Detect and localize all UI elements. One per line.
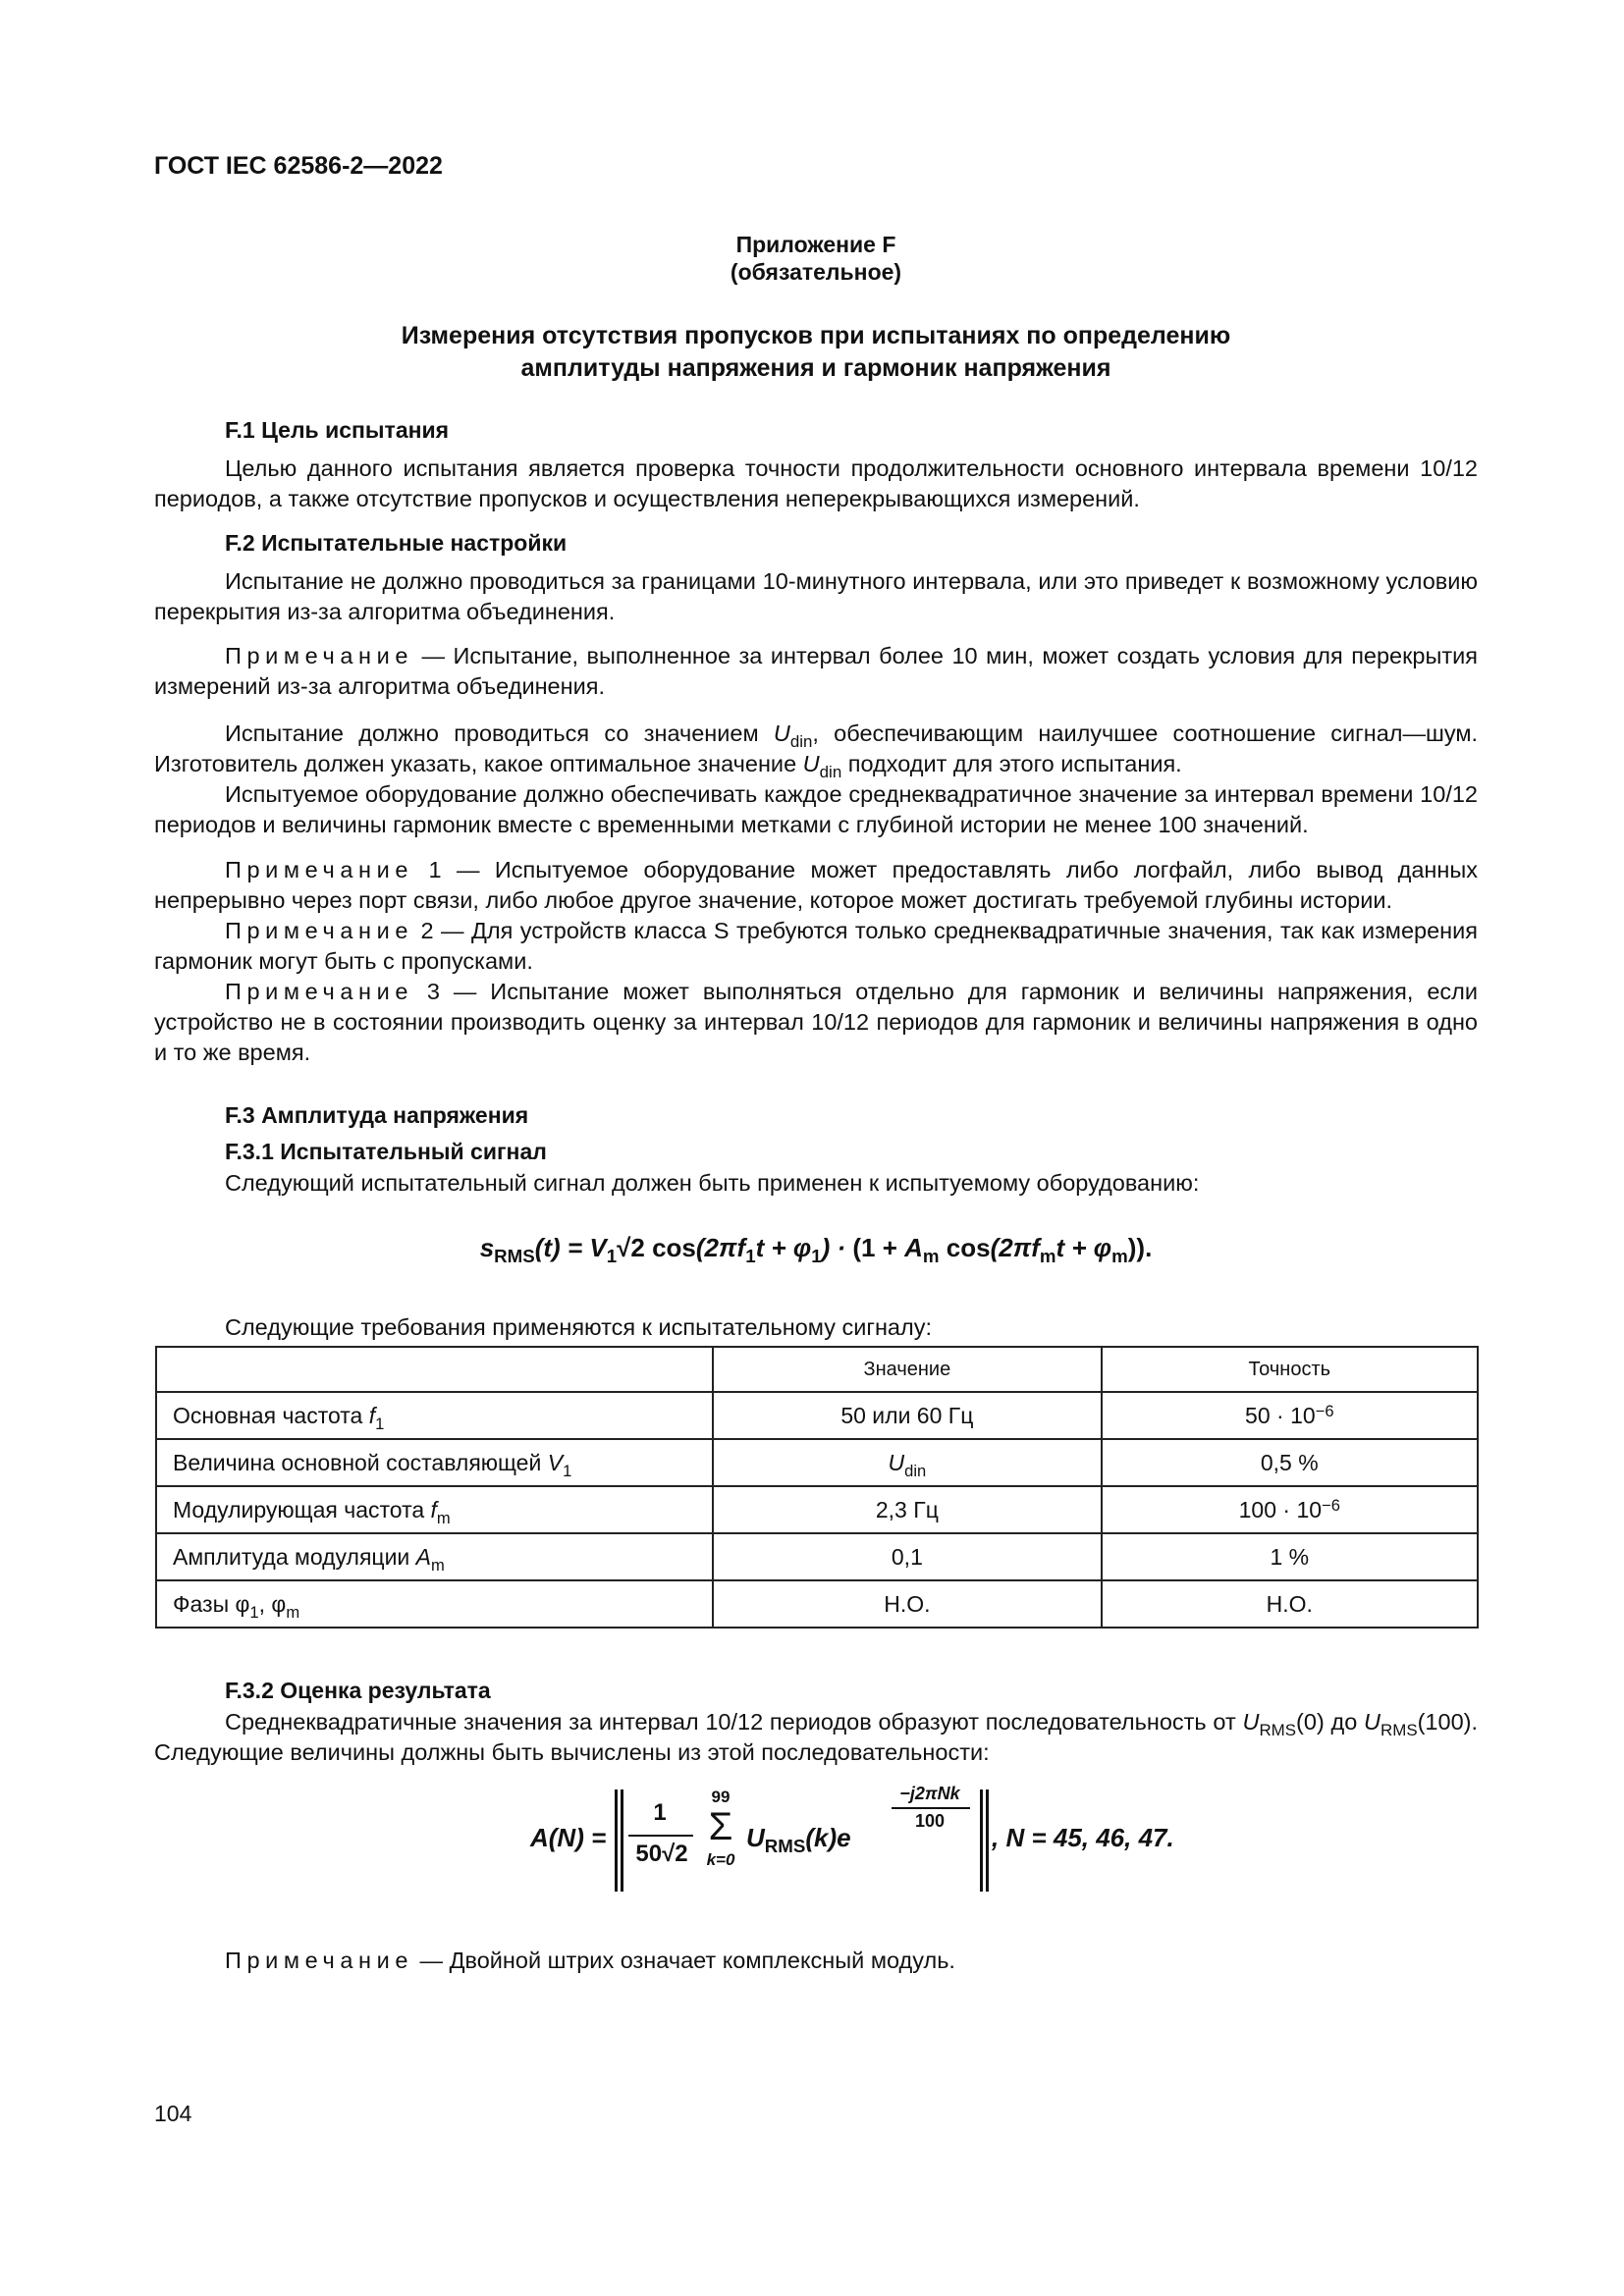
f1-arg2b: t + φ (1056, 1233, 1112, 1262)
table-header-value: Значение (713, 1347, 1101, 1392)
f1-v: V (589, 1233, 607, 1262)
table-header-row (156, 1347, 1478, 1392)
section-f2-paragraph-3: Испытуемое оборудование должно обеспечивать каждое среднеквадратичное значение за интервал времени 10/12 периодов и величины гармоник вместе с временными метками с глубиной истории не менее 100 значений. (154, 781, 1478, 837)
f1-arg2: (2πf (990, 1233, 1040, 1262)
symbol-din: din (819, 763, 842, 781)
table-cell-accuracy: Н.О. (1102, 1580, 1478, 1628)
note-text: 1 — Испытуемое оборудование может предоставлять либо логфайл, либо вывод данных непрерывно через порт связи, либо любое другое значение, которое может достигать требуемой глубины истории. (154, 857, 1478, 913)
appendix-status: (обязательное) (730, 259, 902, 285)
f2-sum-bottom: k=0 (706, 1850, 735, 1869)
table-cell-accuracy: 0,5 % (1102, 1439, 1478, 1486)
f2-exp-num: −j2πNk (899, 1784, 960, 1803)
requirements-table (155, 1346, 1479, 1629)
f2-tail: , N = 45, 46, 47. (992, 1823, 1174, 1852)
table-row (156, 1533, 1478, 1580)
param-text: , φ (258, 1590, 287, 1617)
f1-a: A (904, 1233, 923, 1262)
table-header-empty (156, 1347, 713, 1392)
param-subscript: 1 (249, 1602, 259, 1622)
document-code: ГОСТ IEC 62586-2—2022 (154, 152, 443, 180)
f2-term-sub: RMS (764, 1836, 806, 1856)
f2-num: 1 (653, 1799, 667, 1826)
section-f32-note (154, 1946, 1478, 1976)
f2-term (746, 1823, 851, 1856)
f2-den: 50√2 (635, 1841, 688, 1867)
f1-arg1c: ) (821, 1233, 831, 1262)
value-symbol: U (888, 1449, 905, 1475)
symbol-din: din (789, 732, 813, 751)
param-symbol: f (430, 1496, 437, 1522)
acc-base: 100 · 10 (1238, 1496, 1323, 1522)
symbol-u: U (1242, 1709, 1260, 1735)
f1-rms: RMS (494, 1246, 535, 1266)
f2-norm-bar (986, 1789, 989, 1892)
f2-lhs: A(N) = (530, 1823, 607, 1852)
symbol-rms: RMS (1380, 1721, 1418, 1739)
param-text: Модулирующая частота (173, 1496, 431, 1522)
f1-subm2: m (1039, 1246, 1056, 1266)
note-text: 2 — Для устройств класса S требуются только среднеквадратичные значения, так как измерения гармоник могут быть с пропусками. (154, 918, 1478, 974)
formula-test-signal (154, 1233, 1478, 1266)
symbol-u: U (773, 721, 790, 746)
table-cell-value: Н.О. (713, 1580, 1101, 1628)
f1-cos2: cos (939, 1233, 991, 1262)
f1-s: s (479, 1233, 495, 1262)
section-f2-note-2 (154, 916, 1478, 977)
note-label: Примечание (225, 1948, 414, 1973)
note-text: — Двойной штрих означает комплексный модуль. (413, 1948, 955, 1973)
f1-subm: m (922, 1246, 940, 1266)
param-subscript: 1 (375, 1414, 385, 1433)
section-f2-paragraph-1: Испытание не должно проводиться за границами 10-минутного интервала, или это приведет к возможному условию перекрытия из-за алгоритма объединения. (154, 568, 1478, 624)
param-symbol: A (415, 1543, 431, 1570)
table-cell-param (156, 1439, 713, 1486)
para-text: , обеспечивающим наилучшее соотношение сигнал—шум. Изготовитель должен указать, какое оптимальное значение (154, 721, 1479, 776)
acc-exp: −6 (1315, 1401, 1334, 1420)
table-row (156, 1486, 1478, 1533)
section-f2-heading: F.2 Испытательные настройки (225, 530, 568, 556)
note-label: Примечание (225, 643, 414, 668)
table-cell-param (156, 1392, 713, 1439)
table-cell-value: 2,3 Гц (713, 1486, 1101, 1533)
appendix-title: Приложение F (735, 232, 896, 257)
table-cell-value: 50 или 60 Гц (713, 1392, 1101, 1439)
symbol-rms: RMS (1259, 1721, 1297, 1739)
f1-sub1b: 1 (745, 1246, 756, 1266)
section-f1-paragraph: Целью данного испытания является проверка точности продолжительности основного интервала времени 10/12 периодов, а также отсутствие пропусков и осуществления неперекрывающихся измерений. (154, 455, 1478, 511)
table-cell-param (156, 1486, 713, 1533)
f2-norm-bar (621, 1789, 623, 1892)
f1-t: (t) (534, 1233, 561, 1262)
note-label: Примечание (225, 857, 414, 882)
section-f2-note (154, 641, 1478, 702)
note-label: Примечание (225, 918, 414, 943)
f2-sigma: Σ (708, 1805, 733, 1848)
note-label: Примечание (225, 979, 414, 1004)
f1-arg1b: t + φ (755, 1233, 812, 1262)
para-text: подходит для этого испытания. (841, 751, 1182, 776)
f1-close: )). (1127, 1233, 1153, 1262)
acc-base: 50 · 10 (1245, 1402, 1316, 1428)
f1-sub1c: 1 (811, 1246, 822, 1266)
f1-arg1: (2πf (695, 1233, 746, 1262)
f1-eq: = (560, 1233, 590, 1262)
symbol-u: U (802, 751, 820, 776)
param-subscript: 1 (563, 1461, 572, 1480)
table-row (156, 1439, 1478, 1486)
appendix-heading-line1: Измерения отсутствия пропусков при испытаниях по определению (401, 322, 1231, 349)
para-text: Среднеквадратичные значения за интервал 10/12 периодов образуют последовательность от (225, 1709, 1243, 1735)
symbol-u: U (1364, 1709, 1381, 1735)
f1-open: (1 + (852, 1233, 905, 1262)
f2-fraction-line (628, 1835, 693, 1837)
appendix-heading-line2: амплитуды напряжения и гармоник напряжения (520, 354, 1111, 382)
param-subscript: m (286, 1602, 300, 1622)
f1-subm3: m (1111, 1246, 1128, 1266)
table-row (156, 1580, 1478, 1628)
formula-harmonic-amplitude (530, 1782, 1174, 1897)
f2-norm-bar (980, 1789, 983, 1892)
f1-dot: · (830, 1233, 853, 1262)
requirements-intro: Следующие требования применяются к испытательному сигналу: (225, 1314, 932, 1340)
note-text: — Испытание, выполненное за интервал более 10 мин, может создать условия для перекрытия измерений из-за алгоритма объединения. (154, 643, 1478, 699)
param-subscript: m (431, 1555, 445, 1575)
table-row (156, 1392, 1478, 1439)
f2-sum-top: 99 (711, 1788, 731, 1806)
param-subscript: m (436, 1508, 451, 1527)
param-text: Основная частота (173, 1402, 369, 1428)
f1-sqrt2: √2 (617, 1233, 645, 1262)
table-cell-param (156, 1533, 713, 1580)
param-symbol: f (368, 1402, 376, 1428)
section-f2-note-1 (154, 855, 1478, 916)
value-subscript: din (904, 1461, 927, 1480)
table-cell-accuracy (1102, 1392, 1478, 1439)
page-number: 104 (154, 2101, 192, 2126)
section-f32-paragraph (154, 1707, 1478, 1768)
acc-exp: −6 (1322, 1495, 1340, 1515)
param-symbol: V (547, 1449, 564, 1475)
f1-sub1: 1 (606, 1246, 618, 1266)
table-cell-accuracy (1102, 1486, 1478, 1533)
section-f1-heading: F.1 Цель испытания (225, 417, 450, 443)
table-cell-value (713, 1439, 1101, 1486)
f2-exp-den: 100 (914, 1811, 946, 1831)
param-text: Величина основной составляющей (173, 1449, 548, 1475)
f1-cos: cos (652, 1233, 696, 1262)
section-f2-paragraph-2 (154, 719, 1478, 779)
f2-norm-bar (615, 1789, 618, 1892)
table-cell-value: 0,1 (713, 1533, 1101, 1580)
para-text: Испытание должно проводиться со значением (225, 721, 774, 746)
table-header-accuracy: Точность (1102, 1347, 1478, 1392)
table-cell-param (156, 1580, 713, 1628)
param-text: Амплитуда модуляции (173, 1543, 416, 1570)
table-cell-accuracy: 1 % (1102, 1533, 1478, 1580)
para-text: (100). Следующие величины должны быть вычислены из этой последовательности: (154, 1709, 1478, 1765)
section-f31-heading: F.3.1 Испытательный сигнал (225, 1139, 547, 1164)
section-f3-heading: F.3 Амплитуда напряжения (225, 1102, 529, 1128)
f2-term-arg: (k)e (805, 1823, 851, 1852)
note-text: 3 — Испытание может выполняться отдельно для гармоник и величины напряжения, если устройство не в состоянии производить оценку за интервал 10/12 периодов для гармоник и величины напряжения в одно и то же время. (154, 979, 1478, 1065)
section-f2-note-3 (154, 977, 1478, 1068)
f2-term-u: U (746, 1823, 765, 1852)
para-text: (0) до (1296, 1709, 1365, 1735)
section-f31-paragraph: Следующий испытательный сигнал должен быть применен к испытуемому оборудованию: (225, 1170, 1200, 1196)
section-f32-heading: F.3.2 Оценка результата (225, 1678, 491, 1703)
param-text: Фазы φ (173, 1590, 250, 1617)
f2-exp-line (892, 1807, 970, 1809)
